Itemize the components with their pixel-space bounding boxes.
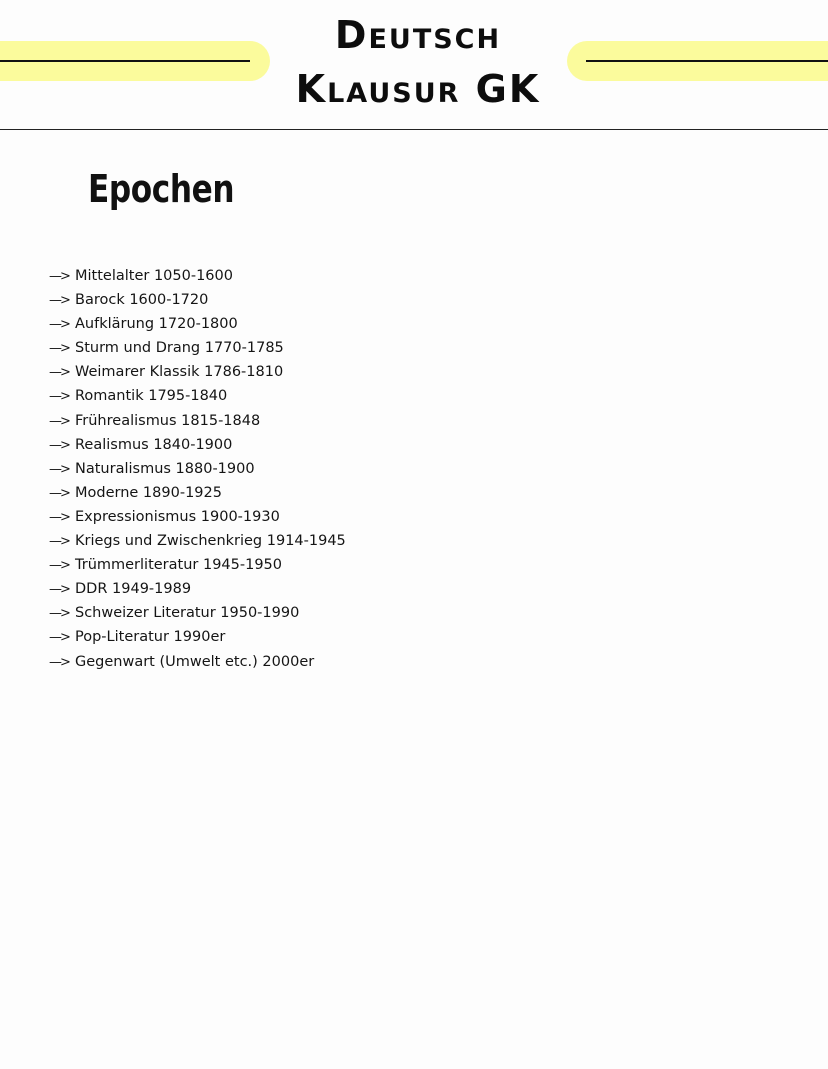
list-item-text: Realismus 1840-1900 <box>75 436 233 453</box>
list-item-text: Schweizer Literatur 1950-1990 <box>75 605 300 622</box>
list-item <box>49 601 346 625</box>
list-item-text: Pop-Literatur 1990er <box>75 629 226 646</box>
list-item-text: Aufklärung 1720-1800 <box>75 316 238 333</box>
arrow-right-icon: —> <box>49 317 69 333</box>
list-item-text: Sturm und Drang 1770-1785 <box>75 340 284 357</box>
arrow-right-icon: —> <box>49 606 69 622</box>
list-item <box>49 577 346 601</box>
list-item <box>49 288 346 312</box>
list-item <box>49 457 346 481</box>
list-item <box>49 336 346 360</box>
list-item-text: Frührealismus 1815-1848 <box>75 412 261 429</box>
list-item <box>49 264 346 288</box>
list-item-text: Romantik 1795-1840 <box>75 388 228 405</box>
arrow-right-icon: —> <box>49 413 69 429</box>
list-item <box>49 312 346 336</box>
list-item <box>49 409 346 433</box>
list-item <box>49 433 346 457</box>
list-item-text: Moderne 1890-1925 <box>75 484 222 501</box>
arrow-right-icon: —> <box>49 558 69 574</box>
list-item-text: Mittelalter 1050-1600 <box>75 268 233 284</box>
list-item-text: Naturalismus 1880-1900 <box>75 460 255 477</box>
arrow-right-icon: —> <box>49 485 69 501</box>
list-item <box>49 529 346 553</box>
arrow-right-icon: —> <box>49 630 69 646</box>
list-item-text: Expressionismus 1900-1930 <box>75 508 280 525</box>
section-heading: Epochen <box>88 167 235 211</box>
page-header <box>0 0 828 132</box>
list-item <box>49 360 346 384</box>
list-item-text: Gegenwart (Umwelt etc.) 2000er <box>75 653 315 670</box>
arrow-right-icon: —> <box>49 509 69 525</box>
list-item-text: Trümmerliteratur 1945-1950 <box>75 557 283 574</box>
list-item-text: Weimarer Klassik 1786-1810 <box>75 364 284 381</box>
list-item-text: Kriegs und Zwischenkrieg 1914-1945 <box>75 533 346 550</box>
list-item-text: DDR 1949-1989 <box>75 581 192 598</box>
list-item <box>49 481 346 505</box>
arrow-right-icon: —> <box>49 341 69 357</box>
title-subject: Deutsch <box>334 13 502 57</box>
arrow-right-icon: —> <box>49 389 69 405</box>
list-item <box>49 625 346 649</box>
arrow-right-icon: —> <box>49 582 69 598</box>
list-item <box>49 553 346 577</box>
decorative-rule-left <box>0 60 250 62</box>
document-title <box>250 14 586 110</box>
list-item <box>49 650 346 674</box>
arrow-right-icon: —> <box>49 365 69 381</box>
arrow-right-icon: —> <box>49 437 69 453</box>
epoch-list <box>49 264 346 674</box>
list-item <box>49 384 346 408</box>
arrow-right-icon: —> <box>49 534 69 550</box>
title-exam: Klausur GK <box>295 67 541 111</box>
list-item-text: Barock 1600-1720 <box>75 292 209 309</box>
arrow-right-icon: —> <box>49 654 69 670</box>
decorative-rule-right <box>586 60 828 62</box>
arrow-right-icon: —> <box>49 461 69 477</box>
arrow-right-icon: —> <box>49 269 69 284</box>
arrow-right-icon: —> <box>49 293 69 309</box>
header-divider <box>0 129 828 130</box>
list-item <box>49 505 346 529</box>
